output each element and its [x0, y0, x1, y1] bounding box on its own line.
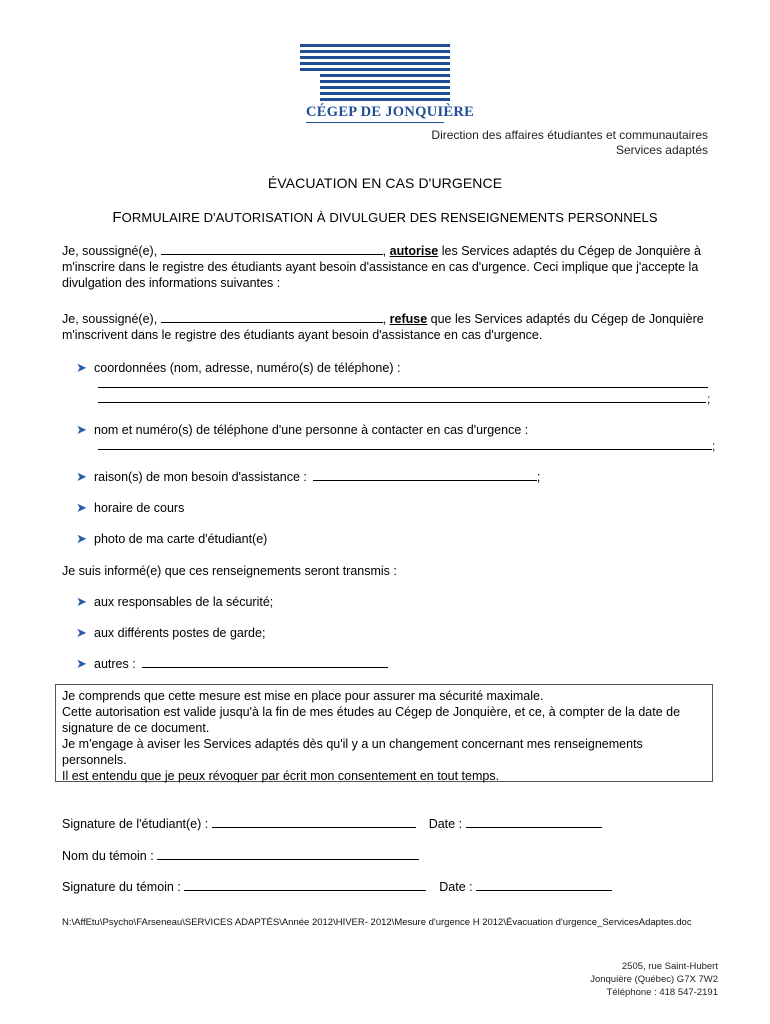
notice-line: Je comprends que cette mesure est mise en place pour assurer ma sécurité maximale.	[62, 689, 544, 703]
refuse-text: que les Services adaptés du Cégep de Jonquière m'inscrivent dans le registre des étudiants ayant besoin d'assistance en cas d'urgence.	[62, 312, 704, 342]
file-path: N:\AffEtu\Psycho\FArseneau\SERVICES ADAPTÉS\Année 2012\HIVER- 2012\Mesure d'urgence H 2012\Évacuation d'urgence_ServicesAdaptes.doc	[62, 917, 692, 928]
refuse-comma: ,	[382, 312, 390, 326]
authorize-keyword: autorise	[389, 244, 439, 258]
contact-line-1[interactable]	[98, 387, 708, 388]
address-block	[590, 960, 718, 999]
arrow-bullet-icon: ➤	[76, 469, 87, 484]
info-item-label: photo de ma carte d'étudiant(e)	[94, 532, 268, 546]
department-line-2: Services adaptés	[615, 143, 708, 157]
subtitle-initial: F	[112, 209, 122, 226]
notice-line: Il est entendu que je peux révoquer par écrit mon consentement en tout temps.	[62, 769, 500, 783]
arrow-bullet-icon: ➤	[76, 422, 87, 437]
authorize-comma: ,	[382, 244, 390, 258]
recipient-label: autres :	[94, 657, 136, 671]
witness-signature-row	[62, 879, 612, 894]
authorize-name-field[interactable]	[161, 243, 383, 255]
authorize-text: les Services adaptés du Cégep de Jonquière à m'inscrire dans le registre des étudiants ayant besoin d'assistance en cas d'urgence. Ceci implique que j'accepte la divulgation des informations suivantes :	[62, 244, 701, 290]
address-line-2: Jonquière (Québec) G7X 7W2	[590, 974, 718, 985]
department-line-1: Direction des affaires étudiantes et communautaires	[431, 128, 708, 142]
refuse-paragraph	[62, 311, 710, 343]
authorize-paragraph	[62, 243, 710, 291]
student-date-label: Date :	[428, 817, 463, 831]
recipient-guard-posts	[76, 625, 265, 641]
contact-line-2[interactable]	[98, 402, 706, 403]
arrow-bullet-icon: ➤	[76, 500, 87, 515]
arrow-bullet-icon: ➤	[76, 531, 87, 546]
contact-semicolon: ;	[707, 392, 711, 406]
info-item-label: raison(s) de mon besoin d'assistance :	[94, 470, 307, 484]
recipient-label: aux différents postes de garde;	[94, 626, 266, 640]
emergency-semicolon: ;	[712, 439, 716, 453]
other-recipient-field[interactable]	[142, 656, 388, 668]
arrow-bullet-icon: ➤	[76, 656, 87, 671]
refuse-prefix: Je, soussigné(e),	[62, 312, 161, 326]
recipient-security	[76, 594, 273, 610]
logo-text: CÉGEP DE JONQUIÈRE	[306, 104, 475, 120]
witness-signature-label: Signature du témoin :	[62, 880, 181, 894]
recipient-other	[76, 656, 388, 672]
emergency-contact-line[interactable]	[98, 449, 712, 450]
info-item-contact	[76, 360, 400, 376]
department-header	[431, 128, 708, 158]
address-line-1: 2505, rue Saint-Hubert	[621, 961, 718, 972]
logo-stripes	[300, 44, 450, 102]
info-item-photo	[76, 531, 267, 547]
notice-line: Cette autorisation est valide jusqu'à la fin de mes études au Cégep de Jonquière, et ce, à compter de la date de signature de ce document.	[62, 705, 681, 735]
info-item-label: nom et numéro(s) de téléphone d'une personne à contacter en cas d'urgence :	[94, 423, 529, 437]
witness-signature-field[interactable]	[184, 879, 426, 891]
informed-text: Je suis informé(e) que ces renseignements seront transmis :	[62, 564, 397, 578]
reason-field[interactable]	[313, 469, 537, 481]
witness-name-row	[62, 848, 419, 863]
info-item-emergency-contact	[76, 422, 528, 438]
arrow-bullet-icon: ➤	[76, 625, 87, 640]
student-date-field[interactable]	[466, 816, 602, 828]
witness-date-label: Date :	[439, 880, 473, 894]
cegep-logo	[300, 44, 475, 126]
authorize-prefix: Je, soussigné(e),	[62, 244, 161, 258]
info-item-label: coordonnées (nom, adresse, numéro(s) de téléphone) :	[94, 361, 401, 375]
recipient-label: aux responsables de la sécurité;	[94, 595, 274, 609]
document-title: ÉVACUATION EN CAS D'URGENCE	[267, 175, 503, 191]
arrow-bullet-icon: ➤	[76, 360, 87, 375]
reason-semicolon: ;	[536, 470, 541, 484]
document-subtitle	[0, 209, 770, 226]
witness-date-field[interactable]	[476, 879, 612, 891]
refuse-keyword: refuse	[389, 312, 428, 326]
consent-notice-box	[55, 684, 713, 782]
notice-line: Je m'engage à aviser les Services adaptés dès qu'il y a un changement concernant mes renseignements personnels.	[62, 737, 643, 767]
refuse-name-field[interactable]	[161, 311, 383, 323]
arrow-bullet-icon: ➤	[76, 594, 87, 609]
address-line-3: Téléphone : 418 547-2191	[606, 987, 718, 998]
student-signature-field[interactable]	[212, 816, 416, 828]
subtitle-rest: ORMULAIRE D'AUTORISATION À DIVULGUER DES RENSEIGNEMENTS PERSONNELS	[121, 210, 658, 225]
student-signature-row	[62, 816, 602, 831]
info-item-label: horaire de cours	[94, 501, 185, 515]
student-signature-label: Signature de l'étudiant(e) :	[62, 817, 209, 831]
logo-underline	[306, 122, 444, 123]
info-item-reason	[76, 469, 540, 485]
witness-name-field[interactable]	[157, 848, 419, 860]
witness-name-label: Nom du témoin :	[62, 849, 154, 863]
info-item-schedule	[76, 500, 184, 516]
